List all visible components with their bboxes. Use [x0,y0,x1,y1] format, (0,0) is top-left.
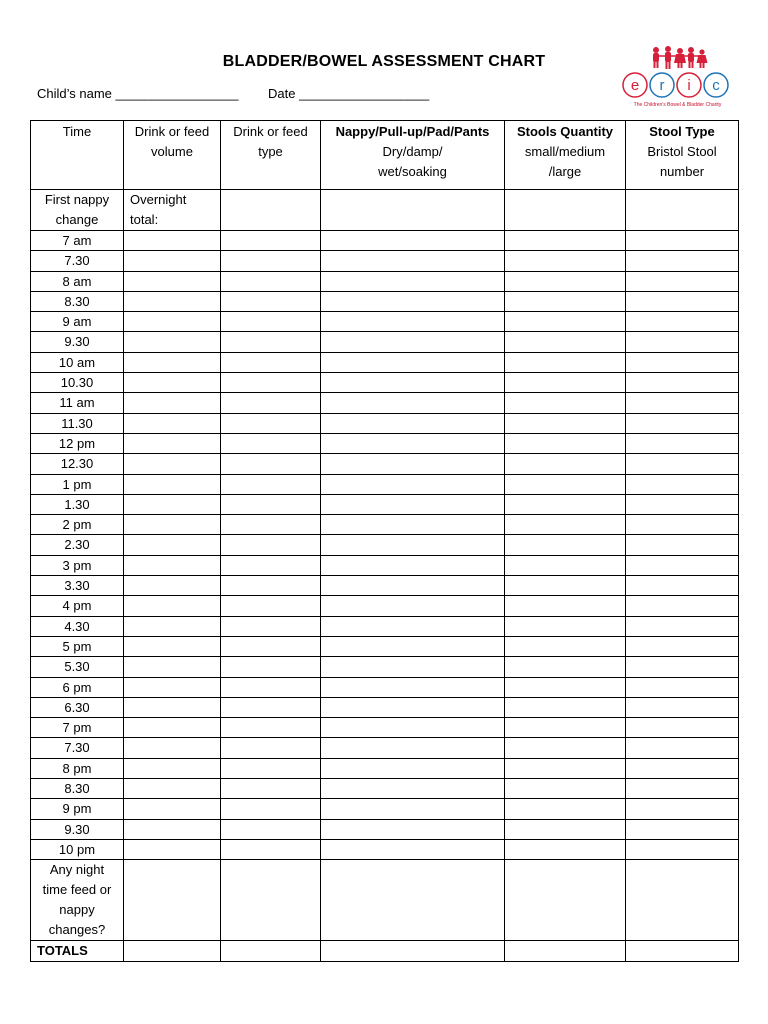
table-cell[interactable] [505,373,626,393]
table-cell[interactable] [221,941,321,962]
table-cell[interactable] [124,494,221,514]
table-cell[interactable] [321,718,505,738]
table-cell[interactable] [221,677,321,697]
table-row [31,454,739,474]
table-cell[interactable] [626,616,739,636]
time-label: 10 pm [31,839,124,859]
table-cell[interactable] [221,819,321,839]
table-cell[interactable] [626,677,739,697]
table-row [31,373,739,393]
table-cell[interactable] [505,312,626,332]
table-cell[interactable] [221,393,321,413]
col-stool-type: Stool Type Bristol Stool number [626,121,739,190]
table-row [31,474,739,494]
table-cell[interactable] [505,251,626,271]
table-cell[interactable] [626,799,739,819]
table-row [31,555,739,575]
table-cell[interactable] [626,190,739,231]
table-cell[interactable] [505,839,626,859]
table-cell[interactable] [321,291,505,311]
table-cell[interactable] [626,332,739,352]
table-cell[interactable] [626,819,739,839]
logo-tagline: The Children's Bowel & Bladder Charity [633,102,722,108]
table-cell[interactable] [626,271,739,291]
time-label: 6 pm [31,677,124,697]
table-cell[interactable] [321,860,505,941]
time-label: 4.30 [31,616,124,636]
time-label: 1.30 [31,494,124,514]
table-cell[interactable] [626,474,739,494]
table-cell[interactable] [626,839,739,859]
time-label: 5 pm [31,636,124,656]
table-row [31,697,739,717]
table-cell[interactable] [505,535,626,555]
table-cell[interactable] [124,373,221,393]
table-cell[interactable] [321,352,505,372]
table-cell[interactable] [221,860,321,941]
time-label: 2 pm [31,515,124,535]
table-cell[interactable] [505,271,626,291]
table-cell[interactable] [321,738,505,758]
table-cell[interactable] [626,657,739,677]
table-cell[interactable] [626,251,739,271]
table-cell[interactable] [321,697,505,717]
table-cell[interactable] [626,738,739,758]
table-cell[interactable] [321,474,505,494]
table-cell[interactable] [124,231,221,251]
col-stools-quantity: Stools Quantity small/medium /large [505,121,626,190]
table-cell[interactable] [321,576,505,596]
svg-text:c: c [712,77,720,94]
table-row [31,596,739,616]
time-label: 3 pm [31,555,124,575]
table-cell[interactable] [505,515,626,535]
table-cell[interactable] [321,271,505,291]
table-cell[interactable] [626,373,739,393]
table-cell[interactable] [124,515,221,535]
table-cell[interactable] [221,758,321,778]
table-cell[interactable] [221,312,321,332]
table-cell[interactable] [626,494,739,514]
time-label: 10.30 [31,373,124,393]
table-row [31,413,739,433]
table-cell[interactable] [221,474,321,494]
table-cell[interactable] [626,231,739,251]
table-cell[interactable] [626,555,739,575]
table-cell[interactable] [321,413,505,433]
table-cell[interactable] [321,555,505,575]
time-label: 7 am [31,231,124,251]
table-cell[interactable] [124,271,221,291]
time-label: 7.30 [31,251,124,271]
time-label: 11 am [31,393,124,413]
table-cell[interactable] [626,758,739,778]
table-row [31,779,739,799]
table-cell[interactable] [124,697,221,717]
table-cell[interactable] [124,839,221,859]
table-cell[interactable] [221,535,321,555]
table-cell[interactable] [221,596,321,616]
night-label: Any night time feed or nappy changes? [31,860,124,941]
table-cell[interactable] [221,576,321,596]
table-cell[interactable] [124,718,221,738]
time-label: 12 pm [31,433,124,453]
table-cell[interactable] [321,941,505,962]
table-cell[interactable] [221,779,321,799]
table-cell[interactable] [626,291,739,311]
table-cell[interactable] [124,332,221,352]
table-cell[interactable] [221,718,321,738]
table-row [31,312,739,332]
table-row [31,839,739,859]
time-label: 5.30 [31,657,124,677]
table-cell[interactable] [321,433,505,453]
table-cell[interactable] [321,616,505,636]
col-drink-type: Drink or feed type [221,121,321,190]
table-cell[interactable] [626,352,739,372]
svg-text:i: i [687,77,691,94]
table-cell[interactable] [626,860,739,941]
table-cell[interactable] [221,738,321,758]
table-cell[interactable] [505,657,626,677]
overnight-total-cell[interactable]: Overnight total: [124,190,221,231]
time-label: 8 am [31,271,124,291]
childs-name-field[interactable]: Child’s name _________________ [37,86,239,101]
table-cell[interactable] [626,596,739,616]
table-cell[interactable] [124,413,221,433]
table-cell[interactable] [626,576,739,596]
table-cell[interactable] [626,779,739,799]
table-cell[interactable] [221,494,321,514]
table-row [31,677,739,697]
time-label: 7.30 [31,738,124,758]
page-title: BLADDER/BOWEL ASSESSMENT CHART [222,53,546,70]
table-cell[interactable] [221,352,321,372]
table-cell[interactable] [626,697,739,717]
table-cell[interactable] [124,860,221,941]
table-cell[interactable] [321,312,505,332]
table-row [31,616,739,636]
table-cell[interactable] [626,312,739,332]
time-label: 2.30 [31,535,124,555]
time-label: 1 pm [31,474,124,494]
time-label: 8.30 [31,291,124,311]
table-row-totals [31,941,739,962]
table-cell[interactable] [321,332,505,352]
table-cell[interactable] [221,332,321,352]
time-label: 9.30 [31,332,124,352]
table-cell[interactable] [505,190,626,231]
table-row [31,819,739,839]
assessment-table [30,120,739,962]
table-cell[interactable] [321,535,505,555]
table-cell[interactable] [626,433,739,453]
table-cell[interactable] [221,616,321,636]
table-row [31,251,739,271]
table-cell[interactable] [321,657,505,677]
table-cell[interactable] [221,231,321,251]
table-cell[interactable] [124,576,221,596]
table-cell[interactable] [221,190,321,231]
table-cell[interactable] [221,515,321,535]
table-row-night [31,860,739,941]
table-cell[interactable] [124,758,221,778]
table-cell[interactable] [221,697,321,717]
table-cell[interactable] [221,433,321,453]
table-cell[interactable] [221,839,321,859]
eric-logo-icon [620,44,735,104]
table-cell[interactable] [505,616,626,636]
table-cell[interactable] [221,454,321,474]
time-label: 9 pm [31,799,124,819]
table-cell[interactable] [124,454,221,474]
table-cell[interactable] [321,494,505,514]
table-cell[interactable] [505,433,626,453]
table-cell[interactable] [124,312,221,332]
table-cell[interactable] [124,555,221,575]
table-cell[interactable] [321,373,505,393]
table-cell[interactable] [221,373,321,393]
table-cell[interactable] [505,819,626,839]
time-label: 9 am [31,312,124,332]
table-row-first-nappy [31,190,739,231]
time-label: 8.30 [31,779,124,799]
table-cell[interactable] [321,819,505,839]
table-row [31,291,739,311]
eric-logo [620,44,735,112]
table-cell[interactable] [626,515,739,535]
table-cell[interactable] [321,799,505,819]
table-cell[interactable] [321,596,505,616]
table-row [31,718,739,738]
table-cell[interactable] [505,576,626,596]
col-nappy: Nappy/Pull-up/Pad/Pants Dry/damp/ wet/soaking [321,121,505,190]
time-label: 8 pm [31,758,124,778]
table-header-row [31,121,739,190]
table-cell[interactable] [505,454,626,474]
table-row [31,494,739,514]
table-cell[interactable] [124,251,221,271]
table-row [31,535,739,555]
table-cell[interactable] [221,657,321,677]
table-cell[interactable] [124,941,221,962]
table-row [31,271,739,291]
table-cell[interactable] [321,515,505,535]
table-cell[interactable] [505,231,626,251]
table-cell[interactable] [505,636,626,656]
table-cell[interactable] [124,819,221,839]
table-cell[interactable] [505,352,626,372]
table-cell[interactable] [321,839,505,859]
table-cell[interactable] [124,677,221,697]
table-cell[interactable] [505,860,626,941]
time-label: 11.30 [31,413,124,433]
table-row [31,515,739,535]
table-cell[interactable] [124,474,221,494]
table-cell[interactable] [124,636,221,656]
table-cell[interactable] [124,535,221,555]
table-row [31,393,739,413]
table-cell[interactable] [505,393,626,413]
table-cell[interactable] [124,799,221,819]
table-cell[interactable] [505,413,626,433]
table-cell[interactable] [505,779,626,799]
time-label: 7 pm [31,718,124,738]
table-row [31,738,739,758]
svg-text:e: e [630,77,640,94]
table-cell[interactable] [124,616,221,636]
time-label: 4 pm [31,596,124,616]
table-cell[interactable] [626,454,739,474]
table-cell[interactable] [626,941,739,962]
date-field[interactable]: Date __________________ [268,86,430,101]
table-row [31,657,739,677]
table-cell[interactable] [321,636,505,656]
table-row [31,636,739,656]
table-cell[interactable] [124,779,221,799]
table-cell[interactable] [124,393,221,413]
table-row [31,758,739,778]
table-cell[interactable] [221,636,321,656]
table-cell[interactable] [505,494,626,514]
table-cell[interactable] [221,251,321,271]
table-row [31,332,739,352]
table-row [31,231,739,251]
table-cell[interactable] [626,718,739,738]
time-label: 6.30 [31,697,124,717]
first-nappy-label: First nappy change [31,190,124,231]
table-cell[interactable] [626,393,739,413]
table-cell[interactable] [321,758,505,778]
table-cell[interactable] [626,535,739,555]
table-row [31,352,739,372]
time-label: 3.30 [31,576,124,596]
table-cell[interactable] [505,677,626,697]
table-cell[interactable] [221,555,321,575]
table-cell[interactable] [505,799,626,819]
table-cell[interactable] [124,352,221,372]
col-drink-volume: Drink or feed volume [124,121,221,190]
table-cell[interactable] [124,433,221,453]
table-cell[interactable] [124,596,221,616]
table-cell[interactable] [505,718,626,738]
table-cell[interactable] [321,454,505,474]
table-cell[interactable] [221,271,321,291]
table-cell[interactable] [505,758,626,778]
table-cell[interactable] [124,738,221,758]
totals-label: TOTALS [31,941,124,962]
table-cell[interactable] [626,636,739,656]
table-row [31,576,739,596]
table-row [31,433,739,453]
table-cell[interactable] [221,291,321,311]
table-cell[interactable] [505,555,626,575]
table-cell[interactable] [321,677,505,697]
table-cell[interactable] [321,251,505,271]
col-time: Time [31,121,124,190]
table-cell[interactable] [505,474,626,494]
table-cell[interactable] [505,697,626,717]
table-cell[interactable] [321,393,505,413]
table-cell[interactable] [505,596,626,616]
table-cell[interactable] [321,779,505,799]
time-label: 9.30 [31,819,124,839]
table-cell[interactable] [505,332,626,352]
table-cell[interactable] [124,291,221,311]
table-cell[interactable] [505,738,626,758]
table-cell[interactable] [505,941,626,962]
table-cell[interactable] [321,231,505,251]
table-cell[interactable] [321,190,505,231]
table-cell[interactable] [626,413,739,433]
table-cell[interactable] [505,291,626,311]
svg-text:r: r [659,77,665,94]
table-row [31,799,739,819]
table-cell[interactable] [221,799,321,819]
table-cell[interactable] [124,657,221,677]
time-label: 10 am [31,352,124,372]
time-label: 12.30 [31,454,124,474]
table-cell[interactable] [221,413,321,433]
